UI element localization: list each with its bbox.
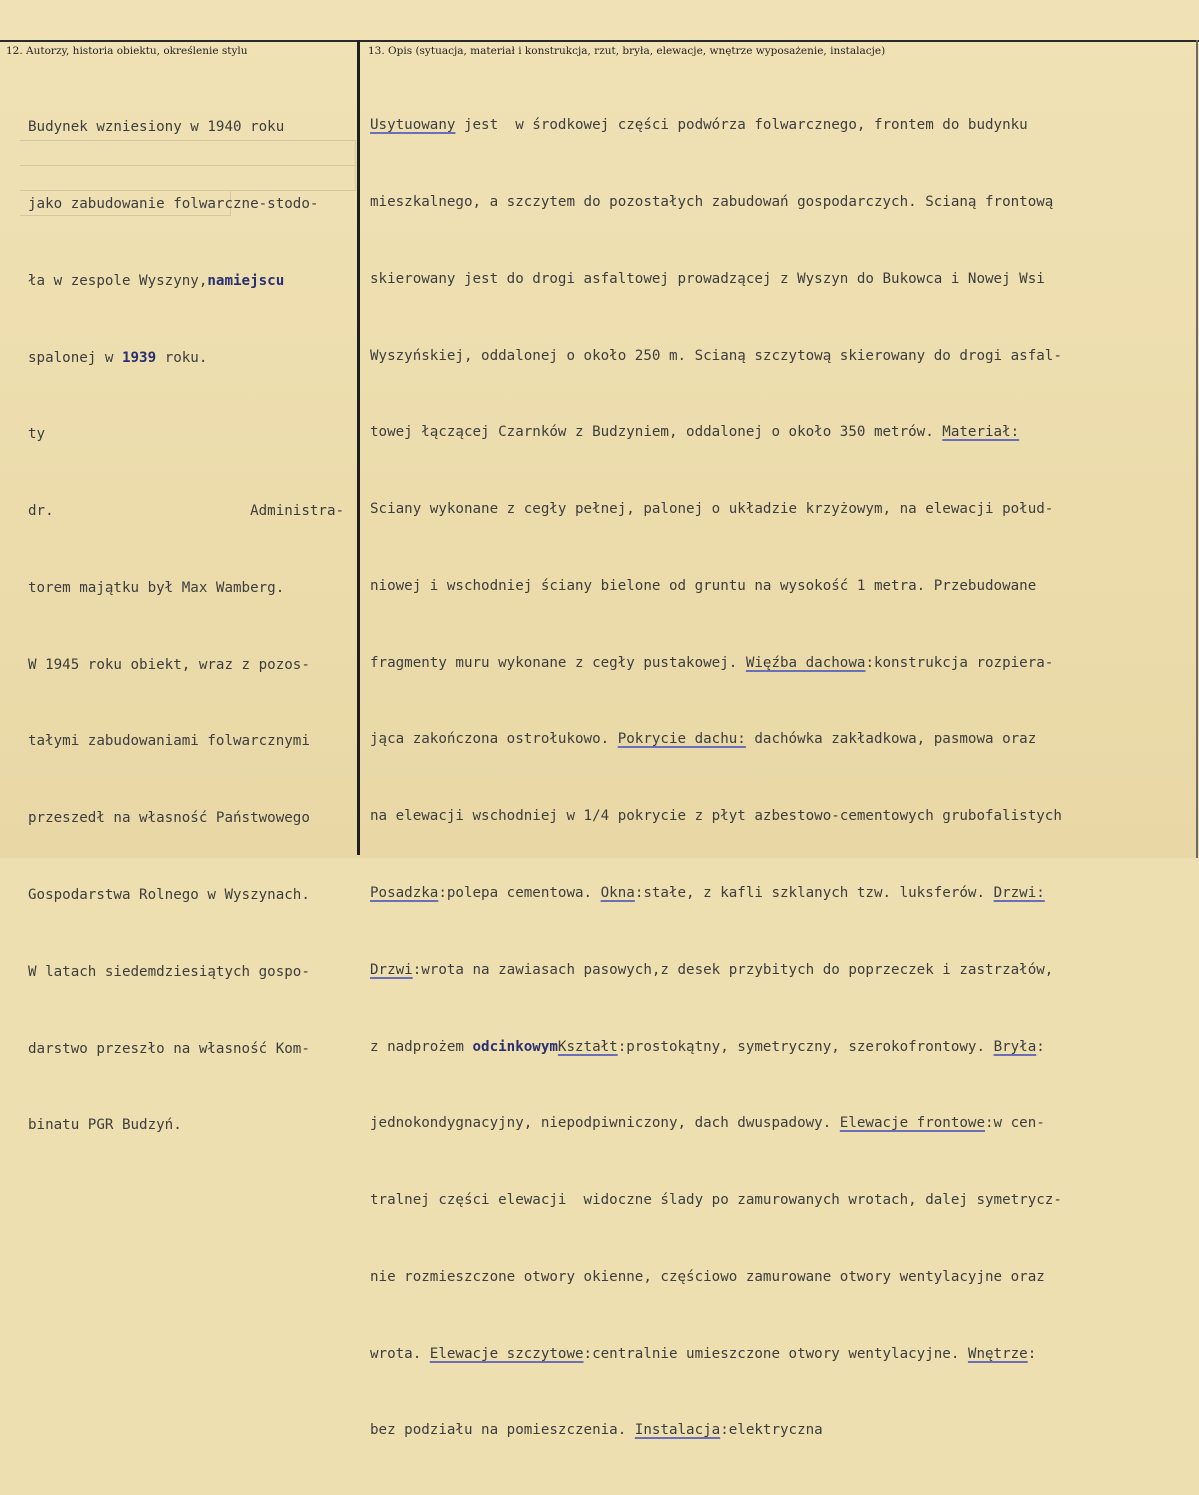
keyword-wiezba: Więźba dachowa	[745, 654, 866, 671]
description-line: Sciany wykonane z cegły pełnej, palonej o układzie krzyżowym, na elewacji połud-	[370, 501, 1054, 518]
handwritten-insert: namiejscu	[207, 272, 285, 289]
keyword-pokrycie: Pokrycie dachu:	[617, 731, 746, 748]
description-line: Posadzka:polepa cementowa. Okna:stałe, z kafli szklanych tzw. luksferów. Drzwi:	[370, 885, 1045, 901]
history-line: ty	[28, 426, 46, 443]
year-insert: 1939	[121, 349, 157, 366]
description-line: nie rozmieszczone otwory okienne, częściowo zamurowane otwory wentylacyjne oraz	[370, 1268, 1045, 1285]
typed-insert: odcinkowym	[472, 1038, 558, 1055]
history-line: W latach siedemdziesiątych gospo-	[28, 963, 310, 980]
history-line: Gospodarstwa Rolnego w Wyszynach.	[28, 887, 310, 903]
keyword-elewacje-szczytowe: Elewacje szczytowe	[429, 1345, 584, 1362]
history-line: binatu PGR Budzyń.	[28, 1117, 182, 1134]
keyword-elewacje-frontowe: Elewacje frontowe	[839, 1115, 986, 1132]
description-line: na elewacji wschodniej w 1/4 pokrycie z płyt azbestowo-cementowych grubofalistych	[370, 808, 1062, 825]
keyword-instalacja: Instalacja	[634, 1422, 721, 1439]
keyword-okna: Okna	[600, 885, 635, 901]
keyword-ksztalt: Kształt	[557, 1038, 618, 1055]
history-line: jako zabudowanie folwarczne-stodo-	[28, 195, 319, 212]
history-line: W 1945 roku obiekt, wraz z pozos-	[28, 656, 310, 673]
keyword-drzwi: Drzwi:	[993, 885, 1045, 901]
history-line: przeszedł na własność Państwowego	[28, 810, 310, 827]
description-line: wrota. Elewacje szczytowe:centralnie umieszczone otwory wentylacyjne. Wnętrze:	[370, 1345, 1037, 1362]
description-line: Drzwi:wrota na zawiasach pasowych,z desek przybitych do poprzeczek i zastrzałów,	[370, 961, 1054, 978]
description-line: skierowany jest do drogi asfaltowej prowadzącej z Wyszyn do Bukowca i Nowej Wsi	[370, 270, 1045, 287]
history-line: dr. Administra-	[28, 503, 345, 520]
top-border	[0, 40, 1199, 42]
description-line: bez podziału na pomieszczenia. Instalacja:elektryczna	[370, 1422, 823, 1439]
description-line: Wyszyńskiej, oddalonej o około 250 m. Scianą szczytową skierowany do drogi asfal-	[370, 347, 1062, 364]
description-line: fragmenty muru wykonane z cegły pustakowej. Więźba dachowa:konstrukcja rozpiera-	[370, 654, 1054, 671]
description-line: towej łączącej Czarnków z Budzyniem, oddalonej o około 350 metrów. Materiał:	[370, 424, 1020, 441]
right-border	[1196, 40, 1198, 858]
history-line: spalonej w 1939 roku.	[28, 349, 208, 366]
keyword-wnetrze: Wnętrze	[967, 1345, 1028, 1362]
description-line: Usytuowany jest w środkowej części podwórza folwarcznego, frontem do budynku	[370, 117, 1028, 134]
section-13-label: 13. Opis (sytuacja, materiał i konstrukcja, rzut, bryła, elewacje, wnętrze wyposażenie, instalacje)	[368, 45, 886, 57]
description-line: jąca zakończona ostrołukowo. Pokrycie dachu: dachówka zakładkowa, pasmowa oraz	[370, 731, 1037, 748]
history-line: tałymi zabudowaniami folwarcznymi	[28, 733, 310, 750]
description-text	[370, 62, 1062, 1495]
history-line: Budynek wzniesiony w 1940 roku	[28, 119, 285, 136]
history-line: torem majątku był Max Wamberg.	[28, 579, 285, 596]
description-line: niowej i wschodniej ściany bielone od gruntu na wysokość 1 metra. Przebudowane	[370, 577, 1037, 594]
description-line: tralnej części elewacji widoczne ślady po zamurowanych wrotach, dalej symetrycz-	[370, 1192, 1062, 1209]
keyword-bryla: Bryła	[993, 1038, 1037, 1055]
description-line: mieszkalnego, a szczytem do pozostałych zabudowań gospodarczych. Scianą frontową	[370, 193, 1054, 210]
history-line: ła w zespole Wyszyny,namiejscu	[28, 272, 285, 289]
section-12-label: 12. Autorzy, historia obiektu, określenie stylu	[6, 45, 248, 57]
keyword-usytuowany: Usytuowany	[370, 117, 456, 134]
description-line: z nadprożem odcinkowymKształt:prostokątny, symetryczny, szerokofrontowy. Bryła:	[370, 1038, 1045, 1055]
description-line: jednokondygnacyjny, niepodpiwniczony, dach dwuspadowy. Elewacje frontowe:w cen-	[370, 1115, 1045, 1132]
column-divider	[357, 40, 360, 855]
keyword-posadzka: Posadzka	[370, 885, 439, 901]
keyword-material: Materiał:	[942, 424, 1020, 441]
history-text	[28, 64, 344, 1190]
history-line: darstwo przeszło na własność Kom-	[28, 1040, 310, 1057]
keyword-drzwi: Drzwi	[370, 961, 413, 978]
